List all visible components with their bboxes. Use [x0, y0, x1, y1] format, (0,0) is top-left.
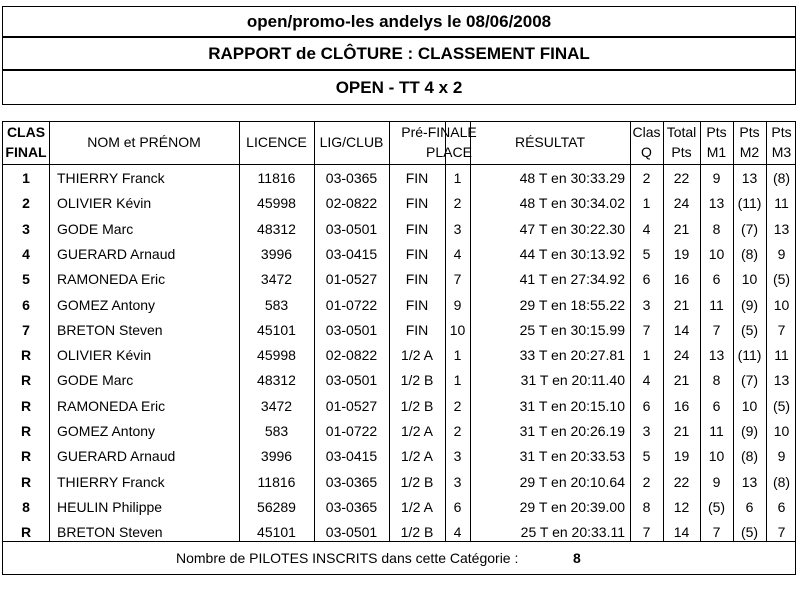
cell-nom: BRETON Steven — [57, 524, 163, 541]
table-row — [3, 419, 795, 444]
cell-pf: FIN — [405, 170, 429, 186]
cell-licence: 45101 — [257, 524, 296, 541]
cell-pf: FIN — [405, 296, 429, 313]
cell-nom: GOMEZ Antony — [57, 423, 156, 439]
cell-clasq: 1 — [642, 347, 651, 364]
cell-nom: GODE Marc — [57, 220, 134, 237]
table-row — [3, 267, 795, 292]
cell-total: 19 — [673, 245, 690, 262]
cell-m3: 9 — [777, 245, 786, 262]
cell-m3: 6 — [777, 498, 786, 515]
cell-place: 9 — [453, 296, 462, 313]
cell-pf: FIN — [405, 245, 429, 262]
cell-pf: 1/2 A — [401, 423, 433, 439]
cell-place: 6 — [453, 498, 462, 515]
cell-total: 22 — [673, 473, 690, 490]
cell-clasq: 5 — [642, 245, 651, 262]
cell-nom: GODE Marc — [57, 372, 134, 389]
cell-place: 2 — [453, 195, 462, 212]
cell-licence: 48312 — [257, 372, 296, 389]
cell-m1: 8 — [712, 220, 721, 237]
cell-pf: 1/2 B — [400, 397, 434, 414]
cell-pf: 1/2 B — [400, 473, 434, 490]
cell-licence: 45998 — [257, 195, 296, 212]
cell-clas: 5 — [22, 271, 30, 288]
cell-m3: 7 — [777, 524, 786, 541]
cell-pf: 1/2 B — [400, 372, 434, 389]
cell-pf: FIN — [405, 220, 429, 237]
cell-pf: FIN — [405, 271, 429, 288]
cell-licence: 3996 — [260, 448, 293, 465]
cell-m2: (7) — [740, 372, 759, 389]
cell-clas: 2 — [22, 195, 30, 212]
cell-m1: 9 — [712, 170, 721, 186]
cell-resultat: 29 T en 20:39.00 — [519, 498, 625, 515]
header-m1: Pts M1 — [706, 124, 727, 160]
cell-place: 3 — [453, 448, 462, 465]
cell-nom: HEULIN Philippe — [57, 498, 163, 515]
cell-club: 03-0365 — [325, 498, 378, 515]
cell-resultat: 31 T en 20:33.53 — [519, 448, 625, 465]
cell-m2: (9) — [740, 296, 759, 313]
cell-resultat: 31 T en 20:15.10 — [519, 397, 625, 414]
cell-club: 01-0722 — [325, 296, 378, 313]
cell-clas: R — [20, 448, 32, 465]
cell-clasq: 5 — [642, 448, 651, 465]
cell-club: 03-0365 — [325, 473, 378, 490]
cell-clasq: 2 — [642, 170, 651, 186]
cell-m3: 13 — [773, 372, 790, 389]
cell-m3: 10 — [773, 296, 790, 313]
cell-m2: 6 — [745, 498, 754, 515]
report-subtitle: RAPPORT de CLÔTURE : CLASSEMENT FINAL — [2, 37, 796, 70]
cell-place: 4 — [453, 524, 462, 541]
cell-m1: 11 — [709, 423, 724, 439]
table-row — [3, 368, 795, 393]
cell-m3: (8) — [772, 170, 791, 186]
page-title: open/promo-les andelys le 08/06/2008 — [2, 6, 796, 37]
cell-m2: (5) — [740, 524, 759, 541]
cell-pf: 1/2 A — [401, 347, 433, 364]
cell-m3: 11 — [774, 195, 789, 212]
cell-place: 1 — [453, 347, 462, 364]
header-nom: NOM et PRÉNOM — [87, 134, 201, 150]
cell-clasq: 4 — [642, 372, 651, 389]
cell-m1: 6 — [712, 271, 721, 288]
cell-club: 03-0415 — [325, 245, 378, 262]
cell-place: 2 — [453, 423, 462, 439]
cell-licence: 3996 — [260, 245, 293, 262]
cell-m2: (11) — [737, 195, 762, 212]
cell-resultat: 25 T en 30:15.99 — [519, 321, 625, 338]
cell-m3: 13 — [773, 220, 790, 237]
cell-place: 3 — [453, 220, 462, 237]
cell-m3: 9 — [777, 448, 786, 465]
cell-m1: 13 — [708, 195, 725, 212]
footer-label: Nombre de PILOTES INSCRITS dans cette Catégorie : — [176, 550, 519, 566]
cell-club: 03-0501 — [325, 372, 378, 389]
header-total: Total Pts — [666, 124, 697, 160]
cell-m2: (7) — [740, 220, 759, 237]
cell-place: 7 — [453, 271, 462, 288]
cell-clasq: 6 — [642, 397, 651, 414]
header-prefinale: Pré-FINALE PLACE — [401, 124, 477, 160]
cell-total: 21 — [673, 423, 690, 439]
header-club: LIG/CLUB — [319, 134, 384, 150]
cell-m1: 8 — [712, 372, 721, 389]
results-table — [2, 121, 796, 542]
cell-clas: R — [20, 473, 32, 490]
cell-club: 01-0722 — [325, 423, 378, 439]
cell-clas: R — [20, 524, 32, 541]
cell-club: 03-0501 — [325, 321, 378, 338]
table-row — [3, 394, 795, 419]
cell-nom: GUERARD Arnaud — [57, 245, 176, 262]
cell-m1: 10 — [708, 245, 725, 262]
cell-total: 24 — [673, 195, 690, 212]
cell-total: 16 — [673, 271, 690, 288]
cell-clas: 6 — [22, 296, 30, 313]
cell-m2: 10 — [741, 397, 758, 414]
header-clasq: Clas Q — [632, 124, 661, 160]
cell-clas: 3 — [22, 220, 30, 237]
table-row — [3, 495, 795, 520]
cell-m1: 6 — [712, 397, 721, 414]
table-row — [3, 217, 795, 242]
cell-total: 14 — [673, 321, 690, 338]
cell-m3: 10 — [773, 423, 790, 439]
cell-nom: OLIVIER Kévin — [57, 347, 152, 364]
cell-nom: BRETON Steven — [57, 321, 163, 338]
cell-licence: 3472 — [260, 397, 293, 414]
cell-place: 4 — [453, 245, 462, 262]
cell-nom: THIERRY Franck — [57, 473, 165, 490]
cell-m2: (9) — [740, 423, 759, 439]
cell-resultat: 48 T en 30:33.29 — [519, 170, 625, 186]
header-clas-final: CLAS FINAL — [5, 124, 47, 160]
cell-licence: 583 — [264, 296, 289, 313]
cell-total: 16 — [673, 397, 690, 414]
cell-resultat: 25 T en 20:33.11 — [520, 524, 625, 541]
cell-nom: RAMONEDA Eric — [57, 271, 166, 288]
header-licence: LICENCE — [246, 134, 307, 150]
cell-club: 01-0527 — [325, 271, 378, 288]
cell-clas: R — [20, 372, 32, 389]
cell-clas: 4 — [22, 245, 30, 262]
cell-pf: 1/2 B — [400, 524, 434, 541]
cell-m3: (5) — [772, 271, 791, 288]
cell-resultat: 41 T en 27:34.92 — [519, 271, 625, 288]
cell-total: 12 — [673, 498, 690, 515]
cell-clas: 8 — [22, 498, 30, 515]
cell-clasq: 1 — [642, 195, 651, 212]
cell-licence: 3472 — [260, 271, 293, 288]
cell-club: 03-0415 — [325, 448, 378, 465]
cell-total: 22 — [673, 170, 690, 186]
cell-m2: (11) — [737, 347, 762, 364]
cell-licence: 11816 — [257, 473, 296, 490]
cell-total: 24 — [673, 347, 690, 364]
table-row — [3, 191, 795, 216]
cell-clas: R — [20, 397, 32, 414]
cell-total: 21 — [673, 372, 690, 389]
cell-resultat: 29 T en 18:55.22 — [519, 296, 625, 313]
cell-resultat: 31 T en 20:11.40 — [520, 372, 625, 389]
footer-count: 8 — [573, 550, 581, 566]
cell-nom: THIERRY Franck — [57, 170, 165, 186]
cell-nom: GUERARD Arnaud — [57, 448, 176, 465]
cell-pf: FIN — [405, 321, 429, 338]
cell-m1: 13 — [708, 347, 725, 364]
cell-m2: 13 — [741, 170, 758, 186]
cell-resultat: 47 T en 30:22.30 — [519, 220, 625, 237]
cell-clasq: 3 — [642, 296, 651, 313]
cell-place: 1 — [453, 372, 462, 389]
cell-pf: 1/2 A — [401, 498, 433, 515]
cell-resultat: 33 T en 20:27.81 — [519, 347, 625, 364]
cell-resultat: 29 T en 20:10.64 — [519, 473, 625, 490]
cell-m1: (5) — [707, 498, 726, 515]
table-row — [3, 470, 795, 495]
cell-m1: 10 — [708, 448, 725, 465]
cell-club: 03-0501 — [325, 220, 378, 237]
table-row — [3, 242, 795, 267]
cell-place: 3 — [453, 473, 462, 490]
cell-clasq: 4 — [642, 220, 651, 237]
cell-total: 21 — [673, 220, 690, 237]
cell-club: 01-0527 — [325, 397, 378, 414]
cell-m3: 7 — [777, 321, 786, 338]
cell-clasq: 8 — [642, 498, 651, 515]
cell-m2: (8) — [740, 448, 759, 465]
cell-total: 19 — [673, 448, 690, 465]
cell-licence: 45998 — [257, 347, 296, 364]
cell-clasq: 7 — [642, 524, 651, 541]
cell-clas: R — [20, 347, 32, 364]
cell-m1: 11 — [709, 296, 724, 313]
cell-resultat: 48 T en 30:34.02 — [519, 195, 625, 212]
cell-m2: 10 — [741, 271, 758, 288]
cell-licence: 45101 — [257, 321, 296, 338]
cell-total: 14 — [673, 524, 690, 541]
cell-place: 1 — [453, 170, 462, 186]
cell-place: 10 — [449, 321, 466, 338]
cell-nom: GOMEZ Antony — [57, 296, 156, 313]
cell-m1: 7 — [712, 321, 721, 338]
cell-clas: 7 — [22, 321, 30, 338]
header-resultat: RÉSULTAT — [514, 134, 585, 150]
table-row — [3, 444, 795, 469]
cell-m3: 11 — [774, 347, 789, 364]
cell-licence: 583 — [264, 423, 289, 439]
cell-nom: RAMONEDA Eric — [57, 397, 166, 414]
table-row — [3, 318, 795, 343]
cell-m1: 7 — [712, 524, 721, 541]
cell-club: 02-0822 — [325, 347, 378, 364]
cell-club: 03-0501 — [325, 524, 378, 541]
category-title: OPEN - TT 4 x 2 — [2, 70, 796, 105]
cell-licence: 11816 — [257, 170, 296, 186]
cell-licence: 48312 — [257, 220, 296, 237]
cell-m2: 13 — [741, 473, 758, 490]
cell-clasq: 7 — [642, 321, 651, 338]
cell-clasq: 2 — [642, 473, 651, 490]
cell-total: 21 — [673, 296, 690, 313]
cell-pf: FIN — [405, 195, 429, 212]
cell-licence: 56289 — [257, 498, 296, 515]
cell-m2: (5) — [740, 321, 759, 338]
header-m3: Pts M3 — [771, 124, 792, 160]
cell-clasq: 6 — [642, 271, 651, 288]
cell-place: 2 — [453, 397, 462, 414]
cell-clasq: 3 — [642, 423, 651, 439]
cell-resultat: 44 T en 30:13.92 — [519, 245, 625, 262]
cell-club: 02-0822 — [325, 195, 378, 212]
footer-summary — [2, 542, 796, 575]
cell-clas: R — [20, 423, 32, 439]
cell-nom: OLIVIER Kévin — [57, 195, 152, 212]
cell-m3: (8) — [772, 473, 791, 490]
cell-m2: (8) — [740, 245, 759, 262]
cell-clas: 1 — [22, 170, 30, 186]
cell-m3: (5) — [772, 397, 791, 414]
cell-club: 03-0365 — [325, 170, 378, 186]
cell-resultat: 31 T en 20:26.19 — [519, 423, 625, 439]
table-row — [3, 166, 795, 191]
table-row — [3, 343, 795, 368]
table-row — [3, 293, 795, 318]
cell-pf: 1/2 A — [401, 448, 433, 465]
header-m2: Pts M2 — [739, 124, 760, 160]
cell-m1: 9 — [712, 473, 721, 490]
